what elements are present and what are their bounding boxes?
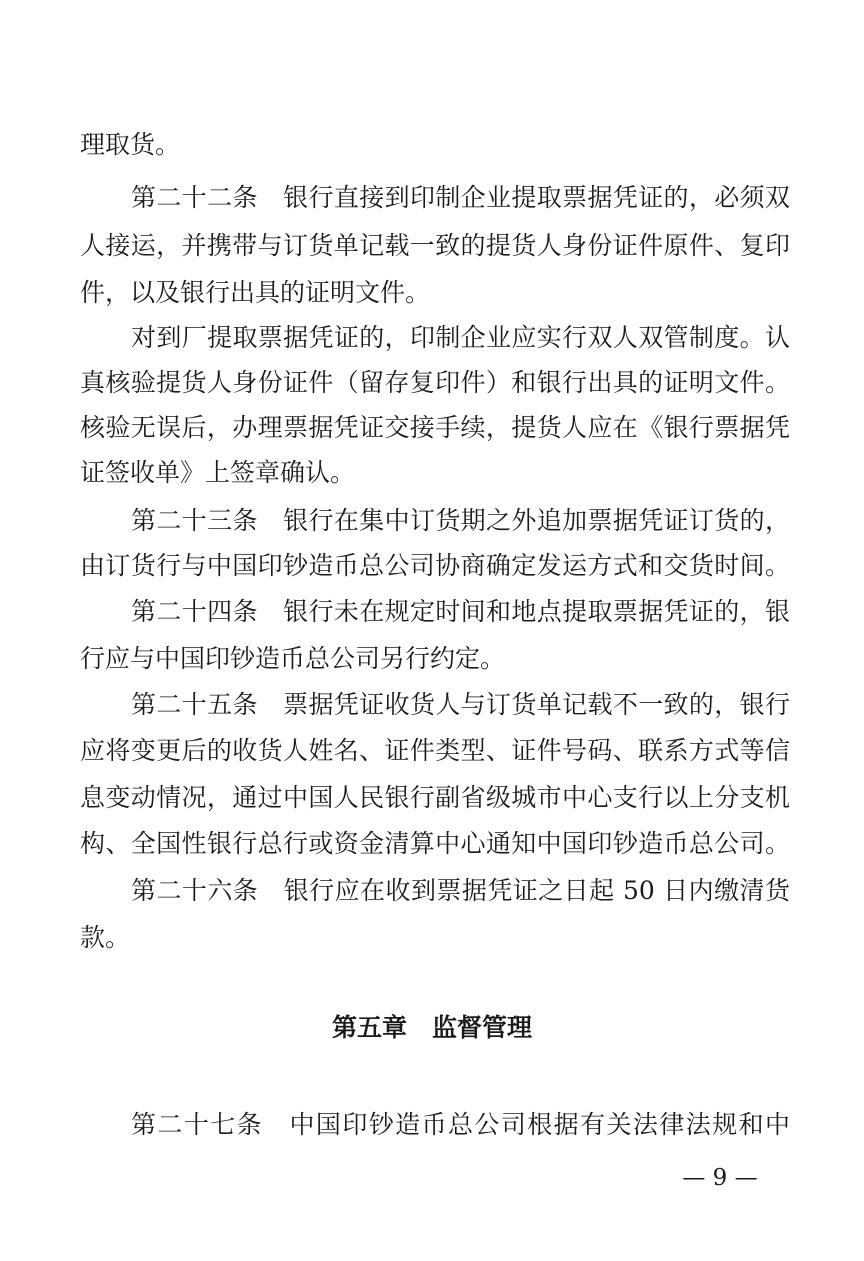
text-line: 真核验提货人身份证件（留存复印件）和银行出具的证明文件。 xyxy=(80,368,790,397)
text-line: 由订货行与中国印钞造币总公司协商确定发运方式和交货时间。 xyxy=(80,551,790,580)
article-22-line-1: 第二十二条 银行直接到印制企业提取票据凭证的，必须双 xyxy=(131,183,790,212)
text-line: 款。 xyxy=(80,923,131,952)
text-line: 行应与中国印钞造币总公司另行约定。 xyxy=(80,644,506,673)
article-24-line-1: 第二十四条 银行未在规定时间和地点提取票据凭证的，银 xyxy=(131,597,790,626)
chapter-heading: 第五章 监督管理 xyxy=(331,1013,532,1042)
text-line: 核验无误后，办理票据凭证交接手续，提货人应在《银行票据凭 xyxy=(80,413,790,442)
text-line: 应将变更后的收货人姓名、证件类型、证件号码、联系方式等信 xyxy=(80,736,790,765)
text-line: 对到厂提取票据凭证的，印制企业应实行双人双管制度。认 xyxy=(131,323,790,352)
text-line: 息变动情况，通过中国人民银行副省级城市中心支行以上分支机 xyxy=(80,783,790,812)
article-23-line-1: 第二十三条 银行在集中订货期之外追加票据凭证订货的， xyxy=(131,506,790,535)
article-26-line-1: 第二十六条 银行应在收到票据凭证之日起 50 日内缴清货 xyxy=(131,876,790,905)
text-line: 证签收单》上签章确认。 xyxy=(80,458,356,487)
text-line: 人接运，并携带与订货单记载一致的提货人身份证件原件、复印 xyxy=(80,231,790,260)
article-25-line-1: 第二十五条 票据凭证收货人与订货单记载不一致的，银行 xyxy=(131,690,790,719)
page-number: — 9 — xyxy=(682,1165,758,1191)
article-27-line-1: 第二十七条 中国印钞造币总公司根据有关法律法规和中 xyxy=(131,1110,790,1139)
text-line: 件，以及银行出具的证明文件。 xyxy=(80,278,431,307)
text-line: 构、全国性银行总行或资金清算中心通知中国印钞造币总公司。 xyxy=(80,829,790,858)
text-line: 理取货。 xyxy=(80,130,181,159)
